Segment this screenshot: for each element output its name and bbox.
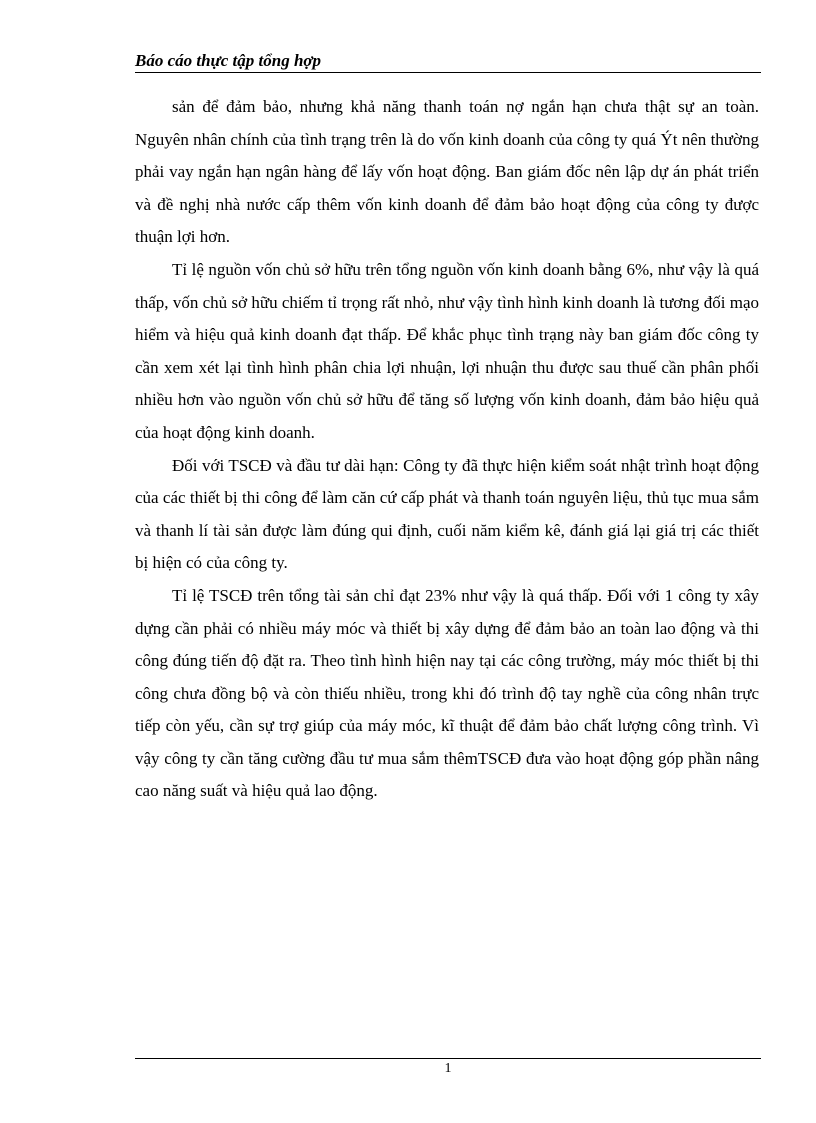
page-header xyxy=(135,50,761,73)
paragraph-3: Đối với TSCĐ và đầu tư dài hạn: Công ty đã thực hiện kiểm soát nhật trình hoạt động của các thiết bị thi công để làm căn cứ cấp phát và thanh toán nguyên liệu, thủ tục mua sắm và thanh lí tài sản được làm đúng qui định, cuối năm kiểm kê, đánh giá lại giá trị các thiết bị hiện có của công ty. xyxy=(135,455,759,573)
page-number: 1 xyxy=(444,1061,452,1076)
footer-divider xyxy=(135,1058,761,1059)
document-body xyxy=(135,91,759,808)
paragraph-2: Tỉ lệ nguồn vốn chủ sở hữu trên tổng nguồn vốn kinh doanh bằng 6%, như vậy là quá thấp, vốn chủ sở hữu chiếm tỉ trọng rất nhỏ, như vậy tình hình kinh doanh là tương đối mạo hiểm và hiệu quả kinh doanh đạt thấp. Để khắc phục tình trạng này ban giám đốc công ty cần xem xét lại tình hình phân chia lợi nhuận, lợi nhuận thu được sau thuế cần phân phối nhiều hơn vào nguồn vốn chủ sở hữu để tăng số lượng vốn kinh doanh, đảm bảo hiệu quả của hoạt động kinh doanh. xyxy=(135,259,759,442)
header-title: Báo cáo thực tập tổng hợp xyxy=(135,51,322,70)
paragraph-4: Tỉ lệ TSCĐ trên tổng tài sản chỉ đạt 23% như vậy là quá thấp. Đối với 1 công ty xây dựng cần phải có nhiều máy móc và thiết bị xây dựng để đảm bảo an toàn lao động và thi công đúng tiến độ đặt ra. Theo tình hình hiện nay tại các công trường, máy móc thiết bị thi công chưa đồng bộ và còn thiếu nhiều, trong khi đó trình độ tay nghề của công nhân trực tiếp còn yếu, cần sự trợ giúp của máy móc, kĩ thuật để đảm bảo chất lượng công trình. Vì vậy công ty cần tăng cường đầu tư mua sắm thêmTSCĐ đưa vào hoạt động góp phần nâng cao năng suất và hiệu quả lao động. xyxy=(135,585,759,801)
paragraph-1: sản để đảm bảo, nhưng khả năng thanh toán nợ ngắn hạn chưa thật sự an toàn. Nguyên nhân chính của tình trạng trên là do vốn kinh doanh của công ty quá Ýt nên thường phải vay ngắn hạn ngân hàng để lấy vốn hoạt động. Ban giám đốc nên lập dự án phát triển và đề nghị nhà nước cấp thêm vốn kinh doanh để đảm bảo hoạt động của công ty được thuận lợi hơn. xyxy=(135,97,759,247)
